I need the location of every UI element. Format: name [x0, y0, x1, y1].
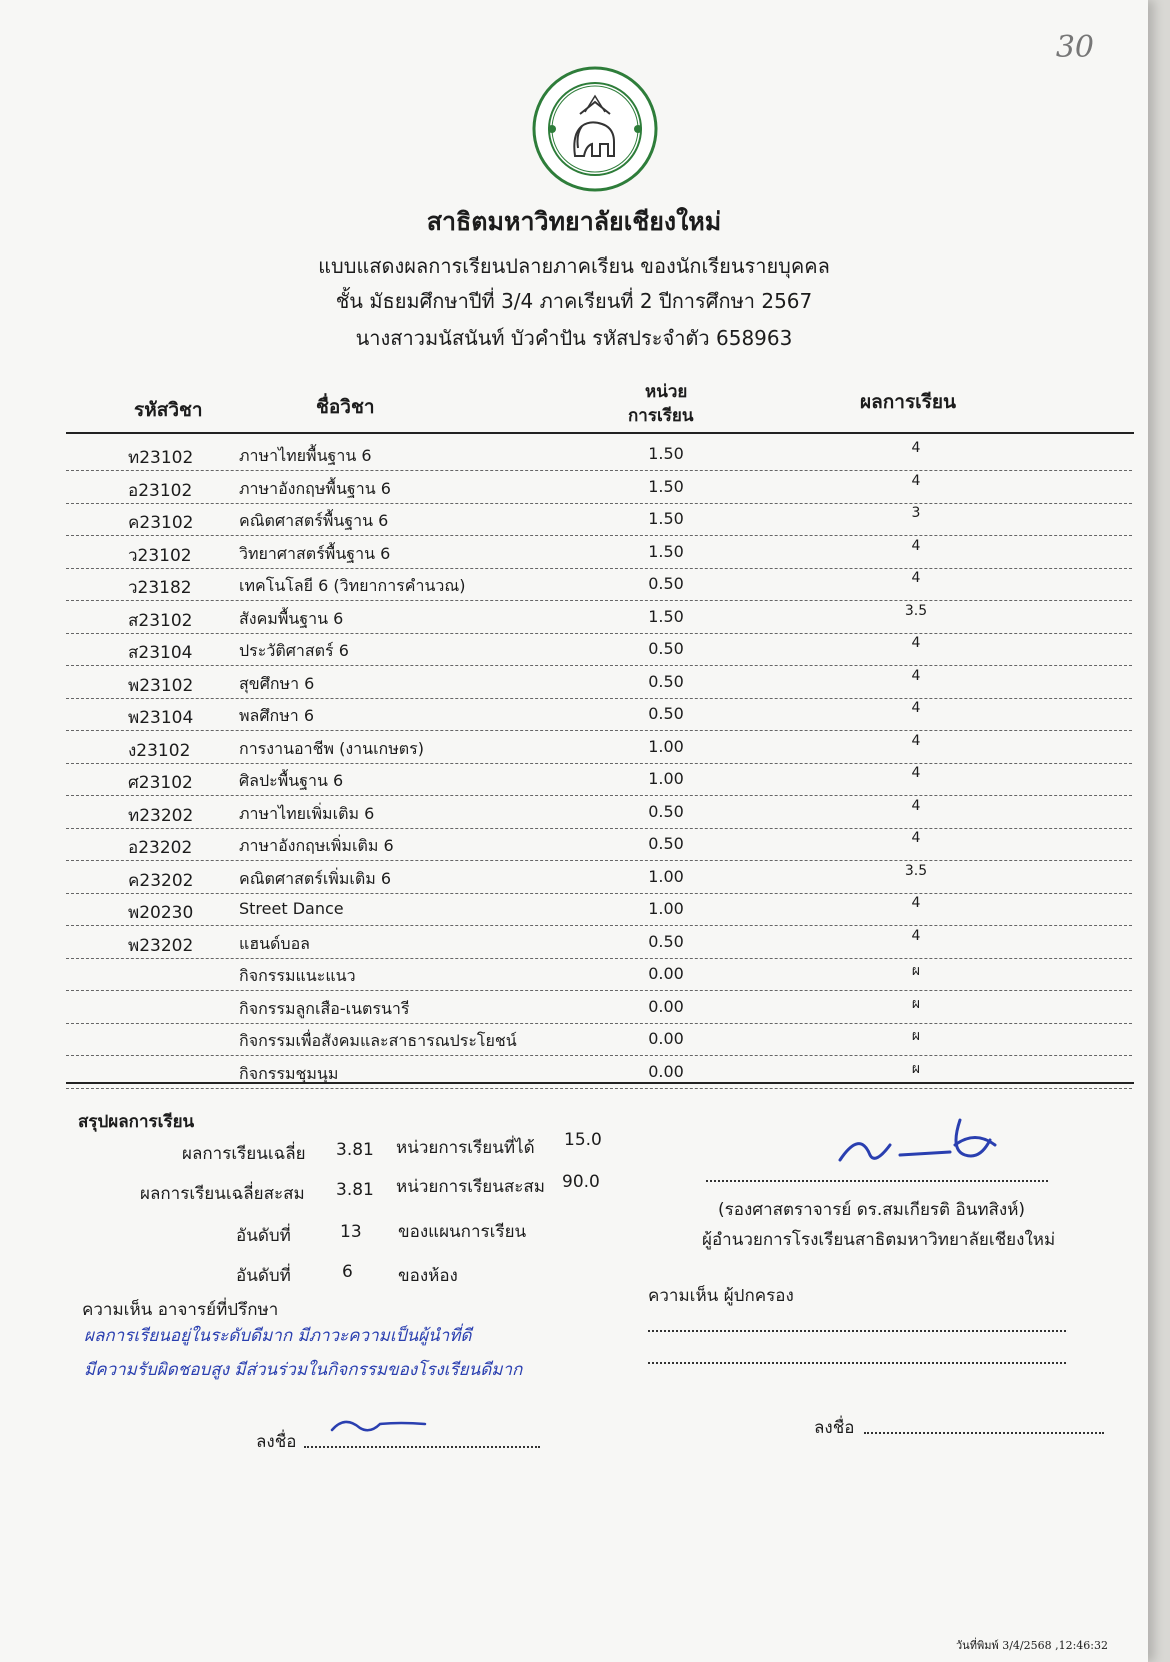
subject-code: ว23102 — [128, 545, 192, 566]
subject-name: แฮนด์บอล — [239, 933, 310, 953]
header-code: รหัสวิชา — [134, 399, 203, 421]
advisor-signature — [330, 1410, 430, 1440]
subject-name: ประวัติศาสตร์ 6 — [239, 641, 349, 660]
subject-credit: 1.50 — [648, 444, 684, 463]
advisor-sign-label: ลงชื่อ — [256, 1432, 297, 1452]
subject-code: พ23202 — [128, 935, 194, 956]
subject-grade: 3.5 — [904, 862, 928, 879]
subject-credit: 1.50 — [648, 606, 684, 626]
summary-title: สรุปผลการเรียน — [78, 1112, 195, 1132]
header-credit-line2: การเรียน — [628, 406, 694, 426]
subject-grade: 4 — [911, 667, 921, 684]
subject-credit: 0.50 — [648, 834, 684, 853]
table-row — [66, 991, 1132, 1024]
subject-name: กิจกรรมแนะแนว — [239, 966, 356, 985]
parent-comment-line2 — [648, 1362, 1066, 1364]
table-row — [66, 438, 1132, 471]
table-row — [66, 698, 1132, 731]
rank-room-text: ของห้อง — [398, 1266, 458, 1286]
print-timestamp: วันที่พิมพ์ 3/4/2568 ,12:46:32 — [956, 1639, 1108, 1652]
subject-name: คณิตศาสตร์พื้นฐาน 6 — [239, 511, 389, 530]
subject-grade: 4 — [911, 700, 921, 716]
subject-credit: 0.50 — [648, 801, 684, 821]
director-position: ผู้อำนวยการโรงเรียนสาธิตมหาวิทยาลัยเชียงใหม่ — [702, 1230, 1056, 1250]
table-row — [66, 828, 1132, 861]
subject-grade: 4 — [911, 635, 921, 651]
table-row — [66, 893, 1132, 926]
subject-grade: 4 — [911, 732, 921, 749]
parent-sign-line — [864, 1432, 1104, 1434]
subject-credit: 0.50 — [648, 671, 684, 691]
table-row — [66, 731, 1132, 764]
subject-grade: 4 — [911, 440, 921, 456]
subject-grade: 4 — [911, 895, 921, 911]
student-line: นางสาวมนัสนันท์ บัวคำปัน รหัสประจำตัว 658963 — [355, 326, 793, 350]
parent-label: ความเห็น ผู้ปกครอง — [648, 1286, 794, 1306]
subject-code: ส23102 — [128, 610, 193, 631]
subject-credit: 0.50 — [648, 704, 684, 723]
table-row — [66, 1023, 1132, 1056]
subject-grade: 4 — [911, 537, 921, 554]
subject-credit: 1.00 — [648, 769, 684, 788]
subject-name: สุขศึกษา 6 — [239, 673, 315, 693]
advisor-comment-line2: มีความรับผิดชอบสูง มีส่วนร่วมในกิจกรรมของโรงเรียนดีมาก — [84, 1360, 523, 1380]
subject-credit: 1.00 — [648, 866, 684, 886]
table-row — [66, 861, 1132, 894]
rank-room-value: 6 — [342, 1262, 353, 1282]
advisor-label: ความเห็น อาจารย์ที่ปรึกษา — [82, 1300, 279, 1320]
gpax-label: ผลการเรียนเฉลี่ยสะสม — [140, 1184, 305, 1204]
subject-code: ค23202 — [128, 870, 194, 891]
subject-code: ส23104 — [128, 643, 193, 663]
subject-name: ภาษาไทยเพิ่มเติม 6 — [239, 803, 375, 823]
subject-code: พ23104 — [128, 708, 194, 728]
table-row — [66, 503, 1132, 536]
class-line: ชั้น มัธยมศึกษาปีที่ 3/4 ภาคเรียนที่ 2 ปีการศึกษา 2567 — [335, 289, 813, 313]
table-row — [66, 471, 1132, 504]
subject-code: ค23102 — [128, 513, 194, 533]
table-row — [66, 796, 1132, 829]
rank-plan-value: 13 — [340, 1222, 362, 1242]
subject-grade: 4 — [911, 927, 921, 944]
subject-code: พ20230 — [128, 903, 194, 923]
subject-grade: 4 — [911, 797, 921, 814]
gpax-value: 3.81 — [336, 1180, 374, 1200]
subject-credit: 1.50 — [648, 509, 684, 528]
advisor-sign-line — [304, 1446, 540, 1448]
subject-name: กิจกรรมลูกเสือ-เนตรนารี — [239, 998, 410, 1018]
subject-grade: 4 — [911, 472, 921, 489]
cum-credits-value: 90.0 — [562, 1172, 600, 1192]
subject-name: Street Dance — [239, 899, 344, 918]
subject-credit: 0.00 — [648, 996, 684, 1016]
header-grade: ผลการเรียน — [860, 391, 956, 413]
subject-name: ภาษาไทยพื้นฐาน 6 — [239, 446, 372, 465]
gpa-label: ผลการเรียนเฉลี่ย — [182, 1144, 306, 1164]
subject-code: ท23102 — [128, 448, 194, 468]
subject-grade: 4 — [911, 830, 921, 846]
page-number: 30 — [1055, 30, 1094, 65]
advisor-comment-line1: ผลการเรียนอยู่ในระดับดีมาก มีภาวะความเป็นผู้นำที่ดี — [84, 1326, 472, 1346]
subject-grade: 4 — [911, 765, 921, 781]
subject-credit: 1.50 — [648, 541, 684, 561]
credits-label: หน่วยการเรียนที่ได้ — [396, 1138, 535, 1158]
subject-name: สังคมพื้นฐาน 6 — [239, 608, 344, 628]
subject-code: ว23182 — [128, 578, 192, 598]
credits-value: 15.0 — [564, 1130, 602, 1150]
subject-grade: 4 — [911, 570, 921, 586]
subject-name: เทคโนโลยี 6 (วิทยาการคำนวณ) — [239, 576, 466, 595]
table-bottom-rule — [66, 1082, 1134, 1084]
parent-comment-line1 — [648, 1330, 1066, 1332]
school-seal-logo — [530, 64, 660, 194]
table-row — [66, 601, 1132, 634]
subject-code: ท23202 — [128, 805, 194, 826]
report-title: แบบแสดงผลการเรียนปลายภาคเรียน ของนักเรียนรายบุคคล — [318, 254, 830, 278]
subject-name: ภาษาอังกฤษพื้นฐาน 6 — [239, 478, 391, 498]
subject-name: กิจกรรมชุมนุม — [239, 1063, 339, 1083]
subject-name: กิจกรรมเพื่อสังคมและสาธารณประโยชน์ — [239, 1031, 517, 1050]
subject-grade: 3.5 — [904, 602, 928, 619]
subject-name: วิทยาศาสตร์พื้นฐาน 6 — [239, 543, 391, 563]
gpa-value: 3.81 — [336, 1140, 374, 1160]
subject-grade: ผ — [911, 995, 921, 1012]
subject-code: พ23102 — [128, 675, 194, 696]
header-credit-line1: หน่วย — [645, 382, 688, 402]
subject-credit: 0.00 — [648, 964, 684, 983]
table-row — [66, 666, 1132, 699]
subject-name: ภาษาอังกฤษเพิ่มเติม 6 — [239, 836, 394, 855]
subject-grade: ผ — [911, 1028, 921, 1044]
subject-code: ศ23102 — [128, 773, 193, 793]
director-name: (รองศาสตราจารย์ ดร.สมเกียรติ อินทสิงห์) — [718, 1200, 1026, 1220]
director-signature — [830, 1110, 1000, 1180]
subject-code: อ23102 — [128, 480, 193, 501]
director-sign-line — [706, 1180, 1048, 1182]
cum-credits-label: หน่วยการเรียนสะสม — [396, 1177, 545, 1197]
table-row — [66, 958, 1132, 991]
subject-credit: 1.50 — [648, 476, 684, 496]
header-name: ชื่อวิชา — [316, 396, 375, 418]
table-row — [66, 926, 1132, 959]
subject-credit: 0.50 — [648, 574, 684, 593]
subject-grade: ผ — [911, 963, 921, 979]
subject-credit: 0.50 — [648, 639, 684, 658]
school-name: สาธิตมหาวิทยาลัยเชียงใหม่ — [426, 207, 722, 236]
rank-plan-label: อันดับที่ — [236, 1226, 291, 1246]
header-rule — [66, 432, 1134, 434]
subject-credit: 1.00 — [648, 899, 684, 918]
subject-credit: 0.00 — [648, 1061, 684, 1081]
subject-name: พลศึกษา 6 — [239, 706, 314, 725]
table-row — [66, 633, 1132, 666]
subject-credit: 0.50 — [648, 931, 684, 951]
subject-name: ศิลปะพื้นฐาน 6 — [239, 771, 344, 790]
parent-sign-label: ลงชื่อ — [814, 1418, 855, 1438]
rank-plan-text: ของแผนการเรียน — [398, 1222, 527, 1242]
subject-name: คณิตศาสตร์เพิ่มเติม 6 — [239, 868, 392, 888]
rank-room-label: อันดับที่ — [236, 1266, 291, 1286]
subject-code: อ23202 — [128, 838, 193, 858]
subject-code: ง23102 — [128, 740, 191, 761]
table-row — [66, 568, 1132, 601]
subject-name: การงานอาชีพ (งานเกษตร) — [239, 738, 424, 758]
table-row — [66, 763, 1132, 796]
subject-credit: 0.00 — [648, 1029, 684, 1048]
table-row — [66, 536, 1132, 569]
subject-credit: 1.00 — [648, 736, 684, 756]
subject-grade: 3 — [911, 505, 921, 521]
subject-grade: ผ — [911, 1060, 921, 1077]
